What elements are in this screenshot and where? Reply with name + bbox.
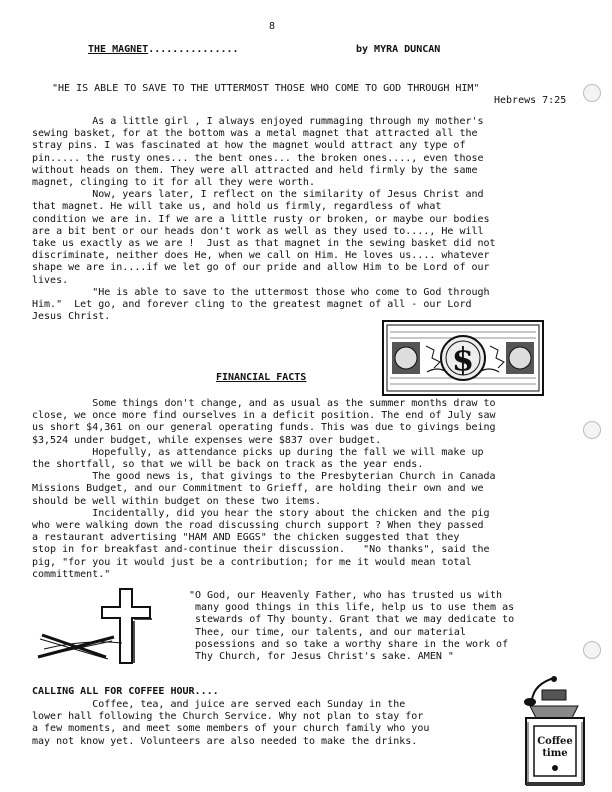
financial-line: Missions Budget, and our Commitment to Grieff, are holding their own and we [32,483,484,495]
financial-line: $3,524 under budget, while expenses were $837 over budget. [32,434,382,446]
magnet-title-dots: ............... [148,44,239,55]
coffee-title: CALLING ALL FOR COFFEE HOUR.... [32,686,219,697]
magnet-line: "He is able to save to the uttermost those who come to God through [32,286,490,298]
financial-line: committment." [32,568,111,580]
financial-line: Some things don't change, and as usual as the summer months draw to [32,398,496,409]
financial-title: FINANCIAL FACTS [216,372,307,383]
financial-line: who were walking down the road discussing church support ? When they passed [32,520,484,532]
magnet-line: magnet, clinging to it for all they were worth. [32,177,315,189]
magnet-line: stray pins. I was fascinated at how the magnet would attract any type of [32,140,466,152]
coffee-line: a few moments, and meet some members of your church family who you [32,723,430,735]
prayer-line: posessions and so take a worthy share in the work of [189,638,509,650]
magnet-byline: by MYRA DUNCAN [356,44,441,55]
magnet-epigraph-ref: Hebrews 7:25 [494,95,567,106]
magnet-line: without heads on them. They were all attracted and held firmly by the same [32,164,478,176]
magnet-title-line [88,44,239,56]
magnet-body [32,116,496,323]
magnet-line: shape we are in....if we let go of our pride and allow Him to be Lord of our [32,262,490,274]
coffee-body [32,699,429,748]
magnet-line: pin..... the rusty ones... the bent ones... the broken ones...., even those [32,152,484,164]
prayer-line: many good things in this life, help us to use them as [189,602,515,614]
prayer-line: "O God, our Heavenly Father, who has trusted us with [189,590,503,601]
prayer-line: Thy Church, for Jesus Christ's sake. AMEN " [189,651,454,663]
prayer-line: stewards of Thy bounty. Grant that we may dedicate to [189,614,515,626]
magnet-title: THE MAGNET [88,44,149,55]
financial-line: Hopefully, as attendance picks up during the fall we will make up [32,446,484,458]
binder-hole-icon [583,421,601,439]
financial-line: should be well within budget on these two items. [32,495,321,507]
prayer-line: Thee, our time, our talents, and our material [189,626,466,638]
magnet-line: sewing basket, for at the bottom was a metal magnet that attracted all the [32,128,478,140]
magnet-line: Now, years later, I reflect on the similarity of Jesus Christ and [32,189,484,201]
grinder-label-1: Coffee [537,736,573,747]
svg-text:$: $ [451,340,475,378]
page-number: 8 [269,21,276,32]
coffee-line: may not know yet. Volunteers are also needed to make the drinks. [32,735,418,747]
financial-line: close, we once more find ourselves in a deficit position. The end of July saw [32,410,496,422]
magnet-line: take us exactly as we are ! Just as that magnet in the sewing basket did not [32,238,496,250]
financial-body [32,398,496,581]
prayer-block [189,590,514,663]
magnet-line: that magnet. He will take us, and hold us firmly, regardless of what [32,201,442,213]
binder-hole-icon [583,84,601,102]
magnet-line: lives. [32,274,69,286]
financial-line: us short $4,361 on our general operating funds. This was due to givings being [32,422,496,434]
coffee-line: lower hall following the Church Service. Why not plan to stay for [32,711,424,723]
magnet-line: are a bit bent or our heads don't work as well as they used to...., He will [32,225,484,237]
magnet-epigraph: "HE IS ABLE TO SAVE TO THE UTTERMOST THOSE WHO COME TO GOD THROUGH HIM" [52,83,480,94]
coffee-grinder-illustration [516,676,594,788]
magnet-line: discriminate, neither does He, when we call on Him. He loves us.... whatever [32,250,490,262]
binder-hole-icon [583,641,601,659]
financial-line: a restaurant advertising "HAM AND EGGS" the chicken suggested that they [32,532,460,544]
magnet-line: Him." Let go, and forever cling to the greatest magnet of all - our Lord [32,299,472,311]
financial-line: pig, "for you it would just be a contribution; for me it would mean total [32,556,472,568]
financial-line: The good news is, that givings to the Presbyterian Church in Canada [32,471,496,483]
financial-line: Incidentally, did you hear the story about the chicken and the pig [32,507,490,519]
magnet-line: condition we are in. If we are a little rusty or broken, or maybe our bodies [32,213,490,225]
magnet-line: As a little girl , I always enjoyed rummaging through my mother's [32,116,484,127]
dollar-bill-illustration [382,320,544,396]
grinder-label-2: time [542,748,568,759]
financial-line: the shortfall, so that we will be back on track as the year ends. [32,459,424,471]
coffee-line: Coffee, tea, and juice are served each Sunday in the [32,699,406,710]
magnet-line: Jesus Christ. [32,311,111,323]
cross-illustration [36,585,156,667]
financial-line: stop in for breakfast and-continue their discussion. "No thanks", said the [32,544,490,556]
